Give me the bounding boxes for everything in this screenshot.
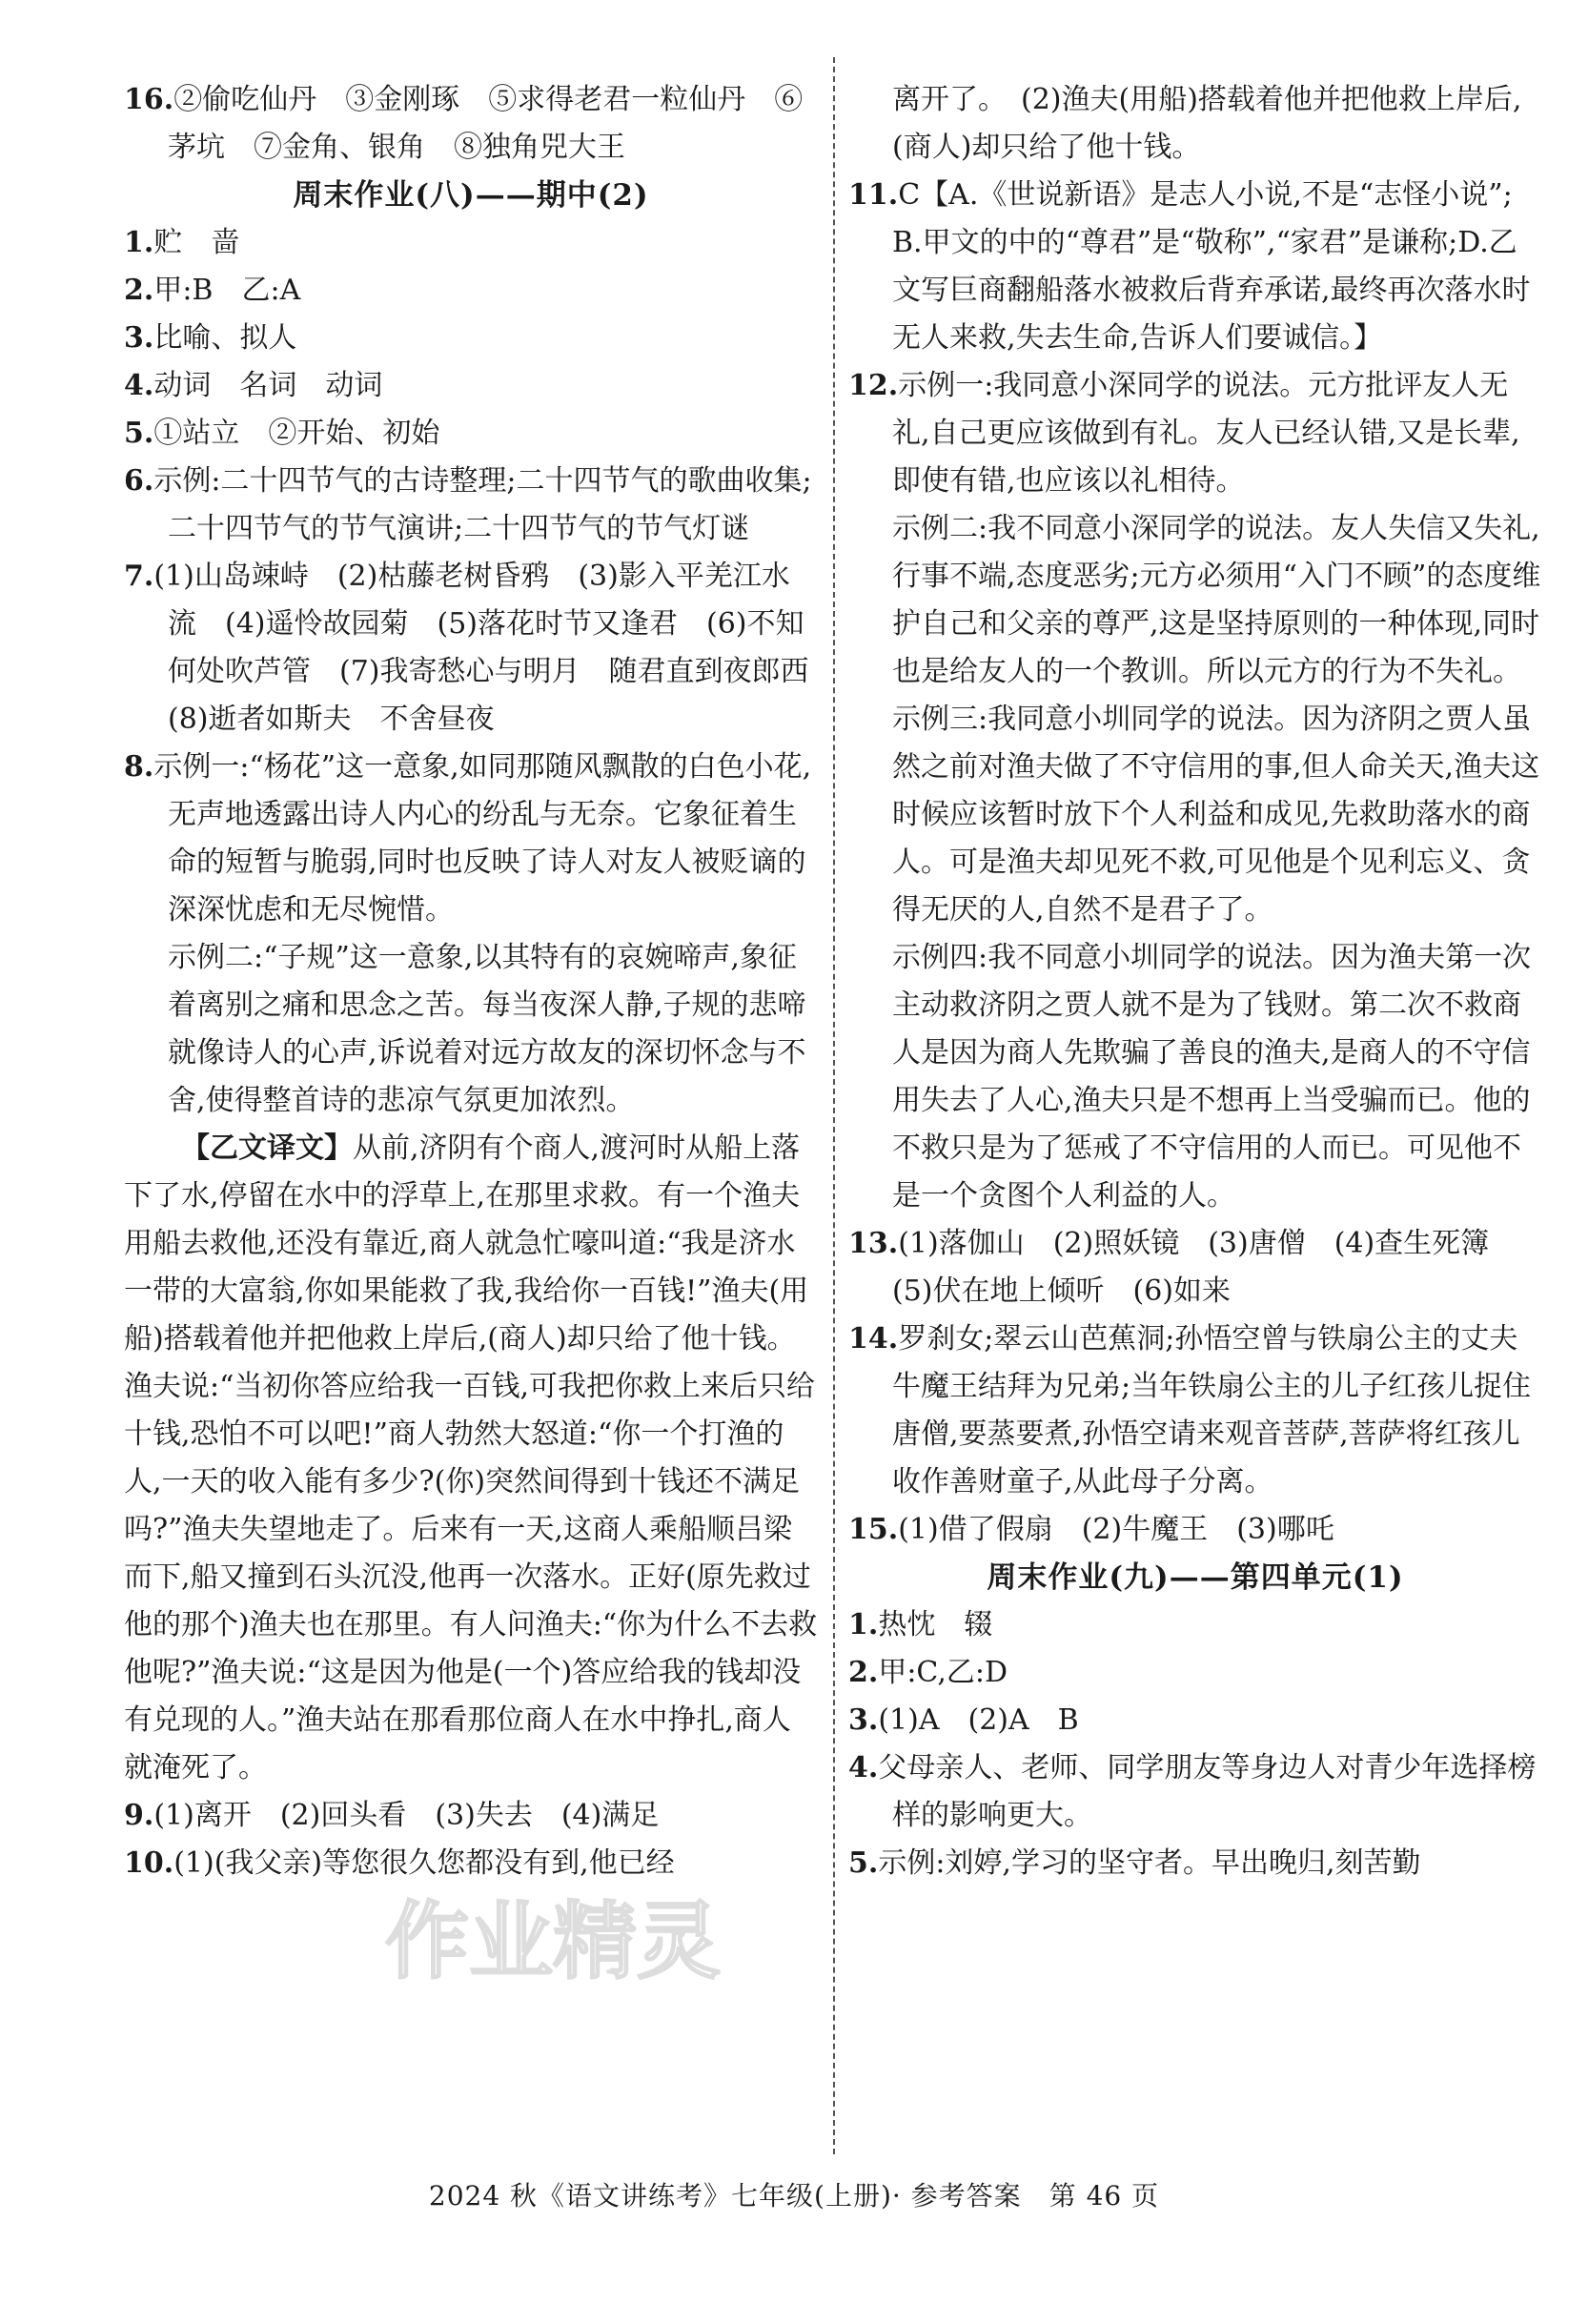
answer-text: 热忱 辍 bbox=[878, 1608, 993, 1641]
answer-text: 示例:刘婷,学习的坚守者。早出晚归,刻苦勤 bbox=[878, 1846, 1421, 1880]
answer-number: 15. bbox=[848, 1513, 899, 1546]
answer-text: 示例:二十四节气的古诗整理;二十四节气的歌曲收集;二十四节气的节气演讲;二十四节气的节气灯谜 bbox=[153, 464, 812, 545]
answer-text: (1)(我父亲)等您很久您都没有到,他已经 bbox=[173, 1846, 675, 1880]
answer-12 bbox=[848, 362, 1542, 505]
answer-number: 3. bbox=[848, 1703, 879, 1737]
answer-8 bbox=[124, 744, 818, 934]
answer-2 bbox=[124, 267, 818, 315]
answer-text: 示例一:“杨花”这一意象,如同那随风飘散的白色小花,无声地透露出诗人内心的纷乱与无奈。它象征着生命的短暂与脆弱,同时也反映了诗人对友人被贬谪的深深忧虑和无尽惋惜。 bbox=[153, 750, 812, 927]
answer-w9-2 bbox=[848, 1649, 1542, 1697]
answer-6 bbox=[124, 458, 818, 553]
answer-number: 4. bbox=[848, 1751, 879, 1784]
answer-12-example-3: 示例三:我同意小圳同学的说法。因为济阴之贾人虽然之前对渔夫做了不守信用的事,但人命关天,渔夫这时候应该暂时放下个人利益和成见,先救助落水的商人。可是渔夫却见死不救,可见他是个见利忘义、贪得无厌的人,自然不是君子了。 bbox=[892, 703, 1540, 927]
answer-10 bbox=[124, 1840, 818, 1887]
answer-number: 3. bbox=[124, 321, 154, 355]
answer-4 bbox=[124, 362, 818, 410]
answer-text: 罗刹女;翠云山芭蕉洞;孙悟空曾与铁扇公主的丈夫牛魔王结拜为兄弟;当年铁扇公主的儿子红孩儿捉住唐僧,要蒸要煮,孙悟空请来观音菩萨,菩萨将红孩儿收作善财童子,从此母子分离。 bbox=[892, 1322, 1532, 1498]
answer-text: (1)借了假扇 (2)牛魔王 (3)哪吒 bbox=[898, 1513, 1334, 1546]
answer-14 bbox=[848, 1315, 1542, 1506]
answer-8-example-2: 示例二:“子规”这一意象,以其特有的哀婉啼声,象征着离别之痛和思念之苦。每当夜深人静,子规的悲啼就像诗人的心声,诉说着对远方故友的深切怀念与不舍,使得整首诗的悲凉气氛更加浓烈。 bbox=[168, 941, 806, 1117]
answer-number: 2. bbox=[848, 1656, 879, 1689]
answer-w9-5 bbox=[848, 1840, 1542, 1887]
right-column bbox=[848, 76, 1542, 1887]
answer-16 bbox=[124, 76, 818, 172]
answer-number: 8. bbox=[124, 750, 154, 784]
answer-number: 1. bbox=[848, 1608, 879, 1641]
answer-text: 动词 名词 动词 bbox=[153, 369, 383, 402]
answer-text: (1)离开 (2)回头看 (3)失去 (4)满足 bbox=[153, 1799, 660, 1832]
answer-number: 10. bbox=[124, 1846, 174, 1880]
answer-w9-3 bbox=[848, 1697, 1542, 1744]
answer-number: 11. bbox=[848, 178, 899, 212]
answer-number: 5. bbox=[848, 1846, 879, 1880]
answer-5 bbox=[124, 410, 818, 458]
answer-number: 1. bbox=[124, 226, 154, 259]
answer-number: 7. bbox=[124, 560, 154, 593]
answer-text: (1)落伽山 (2)照妖镜 (3)唐僧 (4)查生死簿 (5)伏在地上倾听 (6)如来 bbox=[892, 1227, 1518, 1308]
answer-number: 4. bbox=[124, 369, 154, 402]
answer-w9-1 bbox=[848, 1601, 1542, 1649]
answer-text: ②偷吃仙丹 ③金刚琢 ⑤求得老君一粒仙丹 ⑥茅坑 ⑦金角、银角 ⑧独角兕大王 bbox=[168, 83, 804, 164]
answer-number: 6. bbox=[124, 464, 154, 498]
answer-10-continued: 离开了。 (2)渔夫(用船)搭载着他并把他救上岸后,(商人)却只给了他十钱。 bbox=[892, 83, 1522, 164]
answer-text: (1)A (2)A B bbox=[878, 1703, 1079, 1737]
answer-3 bbox=[124, 315, 818, 362]
answer-7 bbox=[124, 553, 838, 744]
answer-12-example-4: 示例四:我不同意小圳同学的说法。因为渔夫第一次主动救济阴之贾人就不是为了钱财。第二次不救商人是因为商人先欺骗了善良的渔夫,是商人的不守信用失去了人心,渔夫只是不想再上当受骗而已。他的不救只是为了惩戒了不守信用的人而已。可见他不是一个贪图个人利益的人。 bbox=[892, 941, 1532, 1213]
translation-tag: 【乙文译文】 bbox=[181, 1131, 353, 1165]
page-footer: 2024 秋《语文讲练考》七年级(上册)· 参考答案 第 46 页 bbox=[428, 2180, 1160, 2212]
section-title-week8: 周末作业(八)——期中(2) bbox=[293, 178, 649, 213]
answer-11 bbox=[848, 172, 1542, 362]
answer-number: 14. bbox=[848, 1322, 899, 1356]
left-column bbox=[124, 76, 838, 1887]
answer-text: 贮 啬 bbox=[153, 226, 240, 259]
answer-w9-4 bbox=[848, 1744, 1542, 1840]
section-title-week9: 周末作业(九)——第四单元(1) bbox=[987, 1560, 1404, 1595]
answer-9 bbox=[124, 1792, 818, 1840]
answer-text: (1)山岛竦峙 (2)枯藤老树昏鸦 (3)影入平羌江水流 (4)遥怜故园菊 (5)落花时节又逢君 (6)不知何处吹芦管 (7)我寄愁心与明月 随君直到夜郎西 (8)逝者如斯夫 不舍昼夜 bbox=[153, 560, 838, 736]
answer-text: 甲:B 乙:A bbox=[153, 274, 301, 307]
answer-12-example-2: 示例二:我不同意小深同学的说法。友人失信又失礼,行事不端,态度恶劣;元方必须用“入门不顾”的态度维护自己和父亲的尊严,这是坚持原则的一种体现,同时也是给友人的一个教训。所以元方的行为不失礼。 bbox=[892, 512, 1541, 688]
watermark-logo bbox=[286, 1892, 820, 1997]
answer-number: 13. bbox=[848, 1227, 899, 1260]
answer-13 bbox=[848, 1220, 1542, 1315]
column-divider bbox=[833, 57, 835, 2154]
answer-text: 父母亲人、老师、同学朋友等身边人对青少年选择榜样的影响更大。 bbox=[878, 1751, 1537, 1832]
answer-number: 12. bbox=[848, 369, 899, 402]
answer-number: 16. bbox=[124, 83, 174, 116]
answer-1 bbox=[124, 219, 818, 267]
answer-text: C【A.《世说新语》是志人小说,不是“志怪小说”;B.甲文的中的“尊君”是“敬称”,“家君”是谦称;D.乙文写巨商翻船落水被救后背弃承诺,最终再次落水时无人来救,失去生命,告诉人们要诚信。】 bbox=[892, 178, 1531, 355]
translation-paragraph bbox=[124, 1125, 818, 1792]
answer-number: 9. bbox=[124, 1799, 154, 1832]
watermark-text: 作业精灵 bbox=[384, 1892, 722, 1990]
answer-number: 2. bbox=[124, 274, 154, 307]
answer-15 bbox=[848, 1506, 1542, 1554]
answer-text: 甲:C,乙:D bbox=[878, 1656, 1008, 1689]
answer-number: 5. bbox=[124, 417, 154, 450]
answer-text: 示例一:我同意小深同学的说法。元方批评友人无礼,自己更应该做到有礼。友人已经认错,又是长辈,即使有错,也应该以礼相待。 bbox=[892, 369, 1520, 498]
answer-text: 比喻、拟人 bbox=[153, 321, 297, 355]
answer-text: ①站立 ②开始、初始 bbox=[153, 417, 440, 450]
translation-text: 从前,济阴有个商人,渡河时从船上落下了水,停留在水中的浮草上,在那里求救。有一个渔夫用船去救他,还没有靠近,商人就急忙嚎叫道:“我是济水一带的大富翁,你如果能救了我,我给你一百钱!”渔夫(用船)搭载着他并把他救上岸后,(商人)却只给了他十钱。渔夫说:“当初你答应给我一百钱,可我把你救上来后只给十钱,恐怕不可以吧!”商人勃然大怒道:“你一个打渔的人,一天的收入能有多少?(你)突然间得到十钱还不满足吗?”渔夫失望地走了。后来有一天,这商人乘船顺吕梁而下,船又撞到石头沉没,他再一次落水。正好(原先救过他的那个)渔夫也在那里。有人问渔夫:“你为什么不去救他呢?”渔夫说:“这是因为他是(一个)答应给我的钱却没有兑现的人。”渔夫站在那看那位商人在水中挣扎,商人就淹死了。 bbox=[124, 1131, 818, 1784]
